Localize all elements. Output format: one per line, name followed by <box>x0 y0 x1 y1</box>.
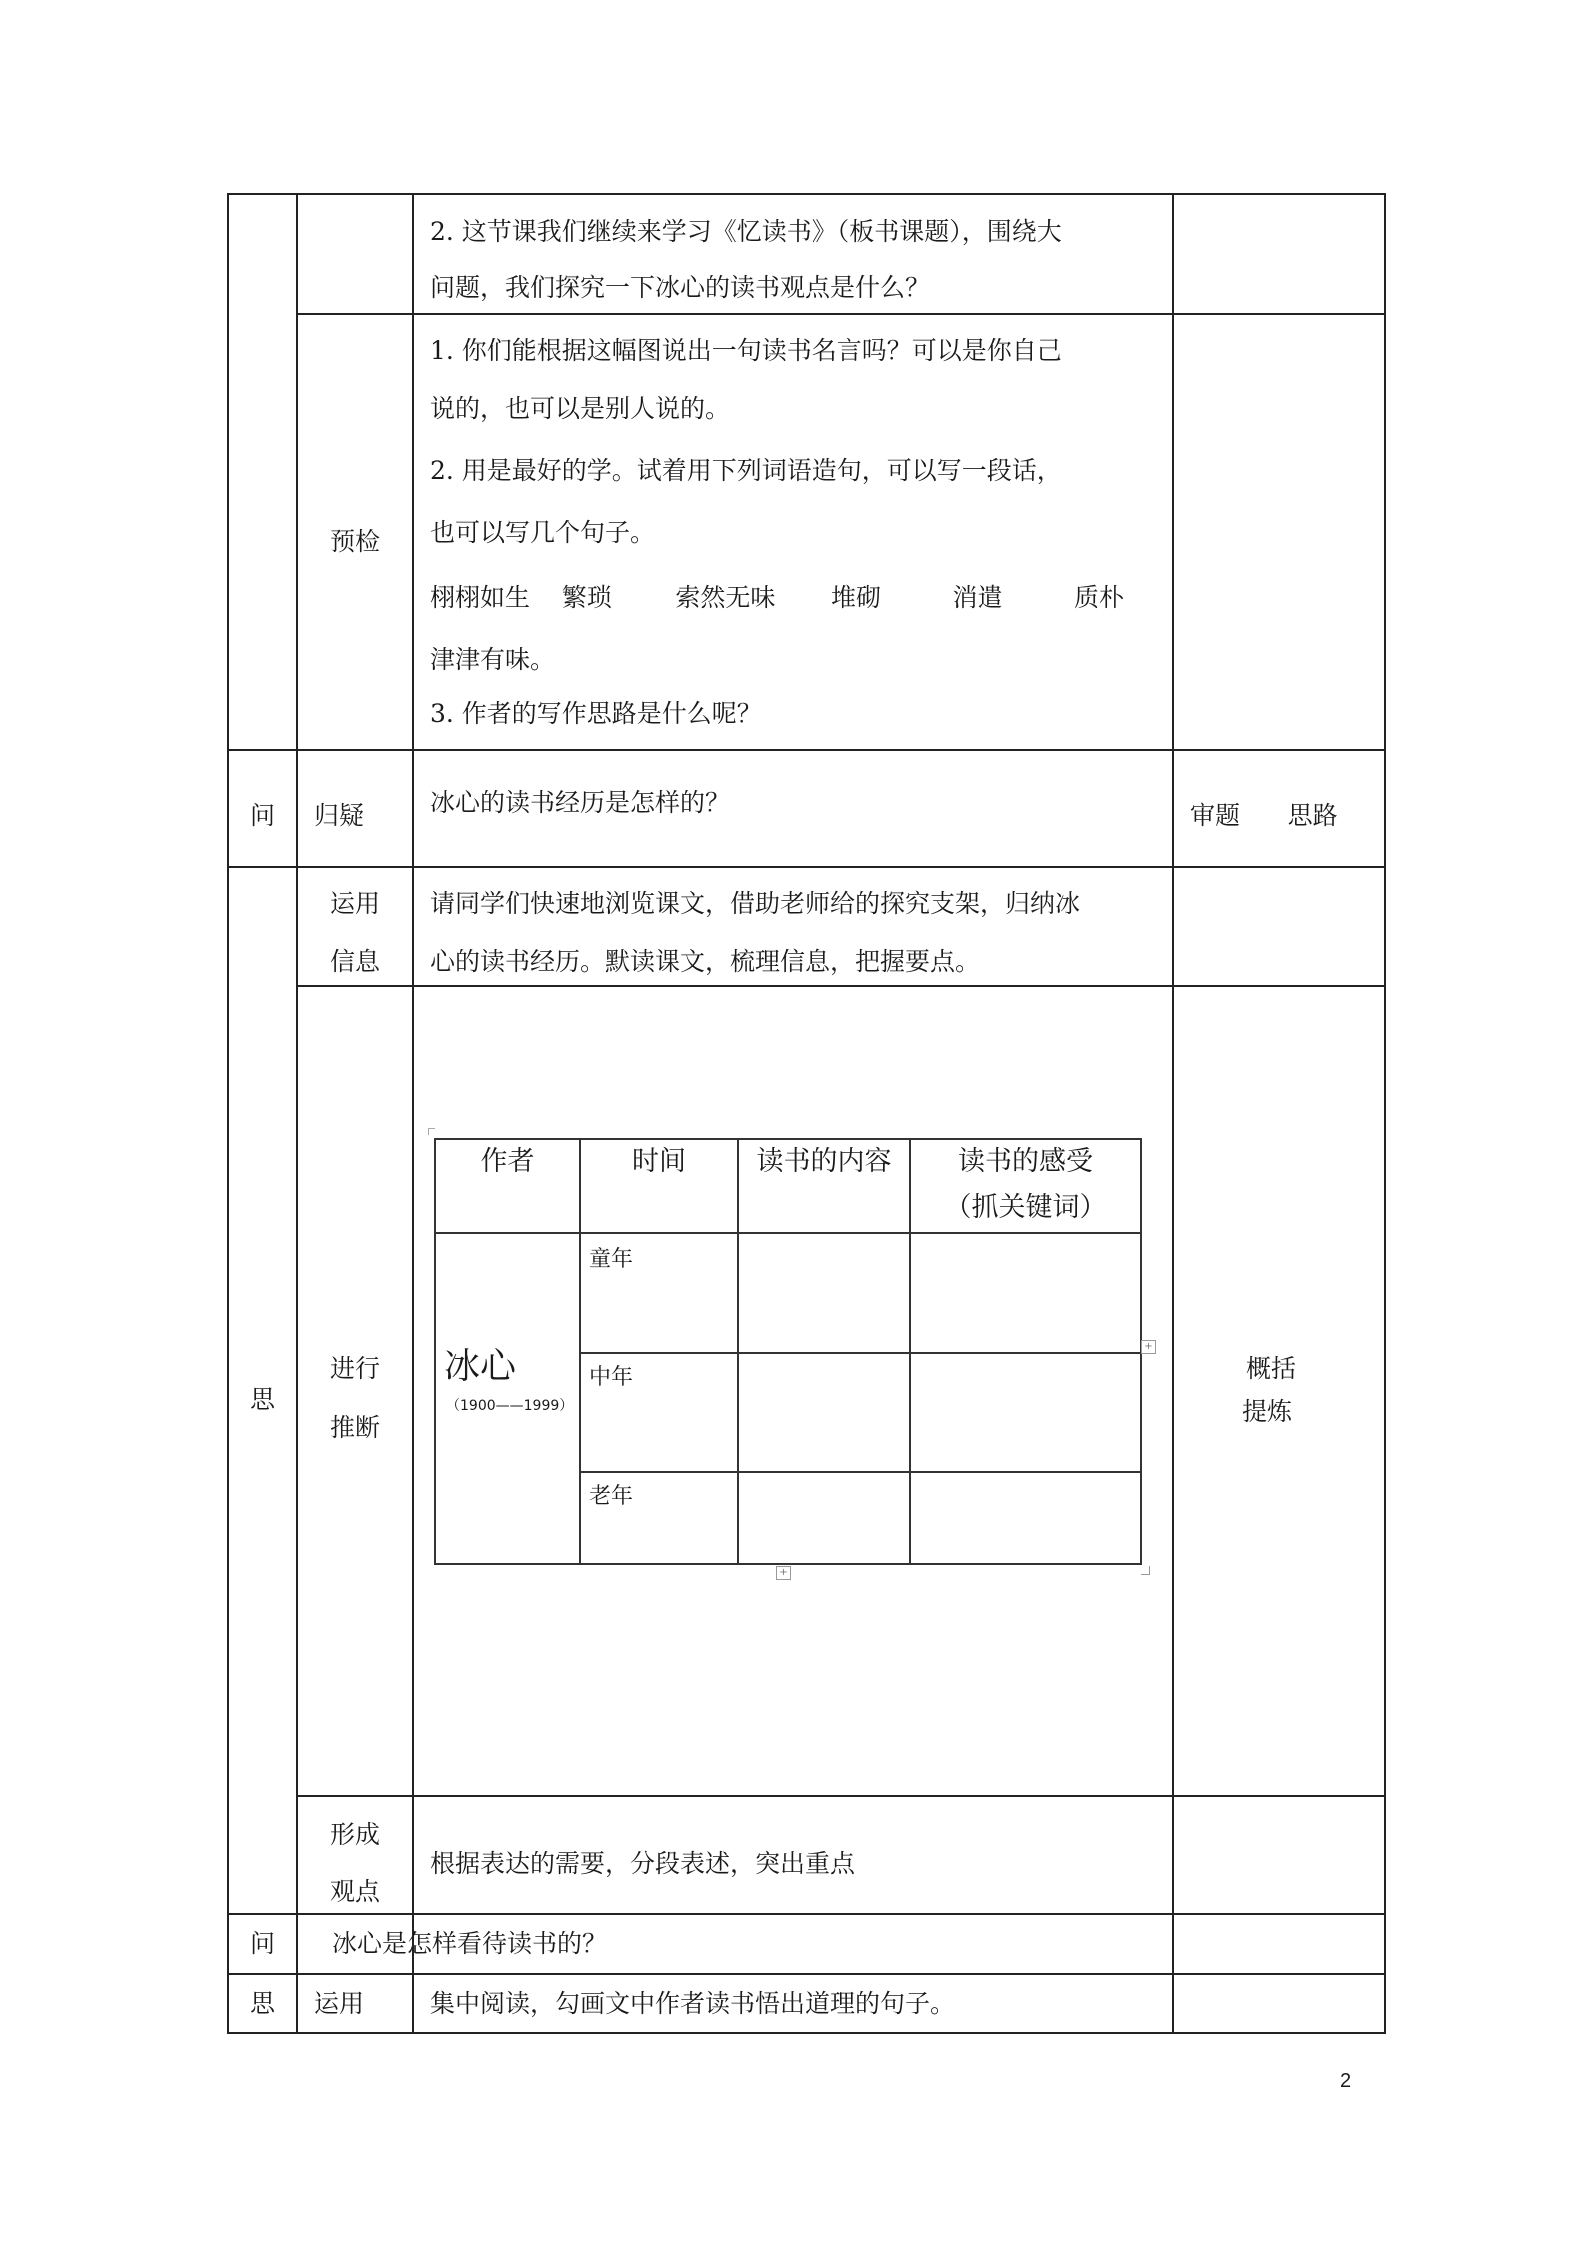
column-divider <box>412 1973 414 2034</box>
header-author: 作者 <box>480 1146 535 1177</box>
infer-note-1: 概括 <box>1246 1354 1297 1383</box>
table-border-top <box>227 193 1386 195</box>
ask-label-2: 问 <box>250 1929 276 1958</box>
preview-line-5: 栩栩如生 繁琐 索然无味 堆砌 消遣 质朴 <box>430 583 1125 612</box>
period-middle-age: 中年 <box>589 1365 634 1390</box>
infer-label-1: 进行 <box>330 1354 381 1383</box>
think2-text: 集中阅读，勾画文中作者读书悟出道理的句子。 <box>430 1989 956 2018</box>
ask1-note: 审题 思路 <box>1190 801 1338 830</box>
ask2-text: 冰心是怎样看待读书的？ <box>332 1929 608 1958</box>
table-border-left <box>227 193 229 2034</box>
header-content: 读书的内容 <box>756 1146 892 1177</box>
header-time: 时间 <box>632 1146 686 1177</box>
header-feeling: 读书的感受 <box>958 1146 1093 1177</box>
row-divider <box>227 749 1386 751</box>
column-divider <box>412 193 414 1973</box>
form-label-1: 形成 <box>330 1820 381 1849</box>
row-divider <box>296 1795 1386 1797</box>
row-divider <box>296 313 1386 315</box>
ask-label-1: 问 <box>250 801 276 830</box>
period-old-age: 老年 <box>589 1484 634 1509</box>
preview-line-2: 说的，也可以是别人说的。 <box>430 394 731 423</box>
infer-note-2: 提炼 <box>1242 1397 1293 1426</box>
preview-line-6: 津津有味。 <box>430 645 556 674</box>
page-number: 2 <box>1340 2070 1352 2092</box>
ask1-text: 冰心的读书经历是怎样的？ <box>430 788 731 817</box>
row-divider <box>227 1913 1386 1915</box>
form-label-2: 观点 <box>330 1877 381 1906</box>
use-info-line-2: 心的读书经历。默读课文，梳理信息，把握要点。 <box>430 947 981 976</box>
think-label-2: 思 <box>250 1989 276 2018</box>
infer-label-2: 推断 <box>330 1413 381 1442</box>
doubt-label: 归疑 <box>314 801 365 830</box>
preview-line-7: 3. 作者的写作思路是什么呢？ <box>430 699 762 728</box>
use-info-line-1: 请同学们快速地浏览课文，借助老师给的探究支架，归纳冰 <box>430 889 1081 918</box>
author-name: 冰心 <box>444 1346 517 1387</box>
author-years: （1900——1999） <box>446 1398 574 1414</box>
think2-label: 运用 <box>314 1989 365 2018</box>
period-childhood: 童年 <box>589 1247 634 1272</box>
use-info-label-1: 运用 <box>330 889 381 918</box>
row-divider <box>227 866 1386 868</box>
preview-label: 预检 <box>330 527 381 556</box>
use-info-label-2: 信息 <box>330 947 381 976</box>
row-divider <box>227 1973 1386 1975</box>
table-border-bottom <box>227 2032 1386 2034</box>
column-divider <box>1172 193 1174 2034</box>
column-divider <box>296 193 298 1973</box>
form-text: 根据表达的需要，分段表述，突出重点 <box>430 1849 856 1878</box>
preview-line-4: 也可以写几个句子。 <box>430 518 656 547</box>
preview-line-3: 2. 用是最好的学。试着用下列词语造句，可以写一段话， <box>430 456 1062 485</box>
row-divider <box>296 985 1386 987</box>
header-feeling-sub: （抓关键词） <box>944 1192 1107 1223</box>
intro-text-line-2: 问题，我们探究一下冰心的读书观点是什么？ <box>430 273 931 302</box>
preview-line-1: 1. 你们能根据这幅图说出一句读书名言吗？可以是你自己 <box>430 336 1062 365</box>
think-label-1: 思 <box>250 1385 276 1414</box>
column-divider <box>296 1973 298 2034</box>
table-border-right <box>1384 193 1386 2034</box>
intro-text-line-1: 2. 这节课我们继续来学习《忆读书》（板书课题），围绕大 <box>430 217 1062 246</box>
